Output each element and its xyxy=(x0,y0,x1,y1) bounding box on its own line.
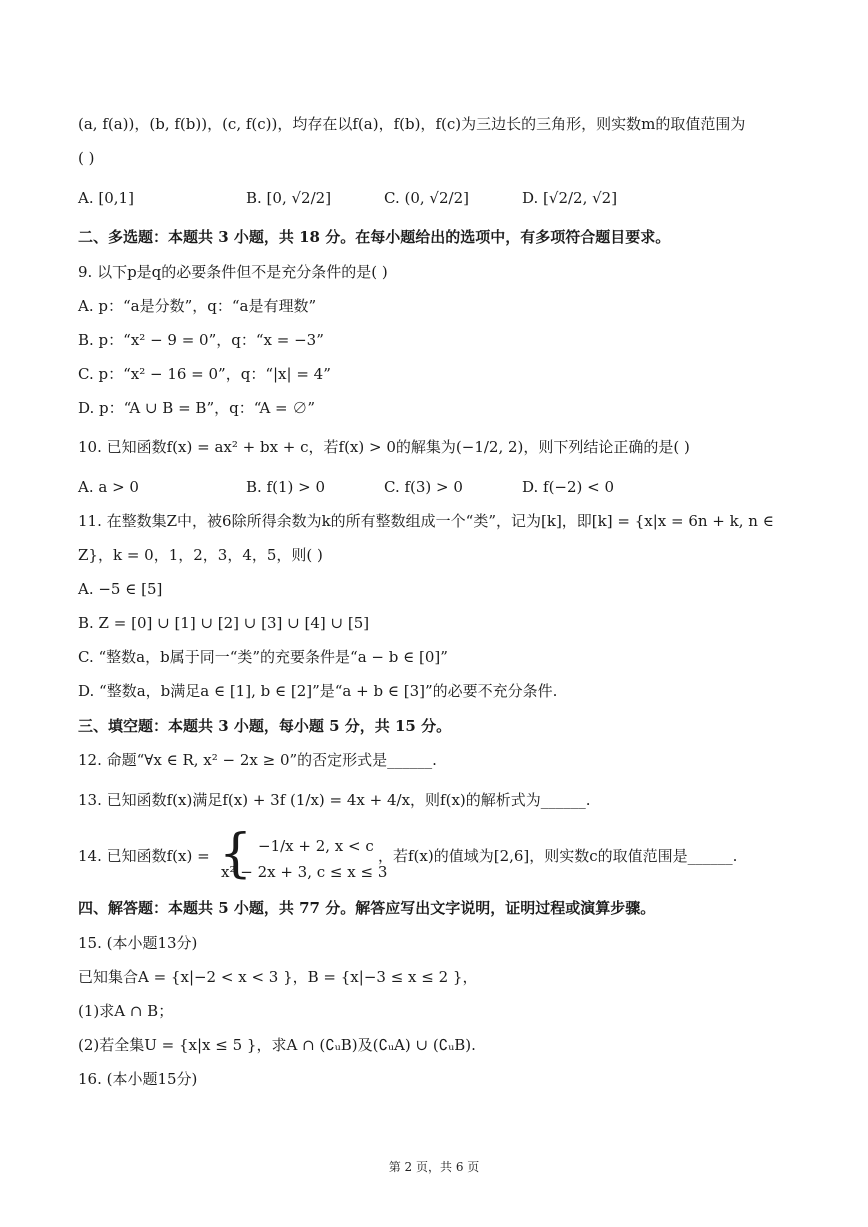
q11-stem-line2: Z}，k = 0，1，2，3，4，5，则( ) xyxy=(78,546,323,564)
q15-part-1: (1)求A ∩ B； xyxy=(78,1002,174,1020)
q9-option-b: B. p：“x² − 9 = 0”，q：“x = −3” xyxy=(78,331,324,349)
q9-option-a: A. p：“a是分数”，q：“a是有理数” xyxy=(78,297,317,315)
q14-case-1: −1/x + 2, x < c xyxy=(258,837,374,855)
q15-given: 已知集合A = {x|−2 < x < 3 }，B = {x|−3 ≤ x ≤ 2 }， xyxy=(78,968,478,986)
q10-option-b: B. f(1) > 0 xyxy=(246,478,326,496)
section-answer-heading: 四、解答题：本题共 5 小题，共 77 分。解答应写出文字说明，证明过程或演算步骤。 xyxy=(78,899,656,917)
section-multiple-choice-heading: 二、多选题：本题共 3 小题，共 18 分。在每小题给出的选项中，有多项符合题目要求。 xyxy=(78,228,671,246)
q11-option-b: B. Z = [0] ∪ [1] ∪ [2] ∪ [3] ∪ [4] ∪ [5] xyxy=(78,614,370,632)
section-fill-blank-heading: 三、填空题：本题共 3 小题，每小题 5 分，共 15 分。 xyxy=(78,717,452,735)
q8-option-c: C. (0, √2/2] xyxy=(384,189,469,207)
q11-stem-line1: 11. 在整数集Z中，被6除所得余数为k的所有整数组成一个“类”，记为[k]，即[k] = {x|x = 6n + k, n ∈ xyxy=(78,512,774,530)
q13-text: 13. 已知函数f(x)满足f(x) + 3f (1/x) = 4x + 4/x，则f(x)的解析式为______. xyxy=(78,791,591,809)
q15-part-2: (2)若全集U = {x|x ≤ 5 }，求A ∩ (∁ᵤB)及(∁ᵤA) ∪ (∁ᵤB). xyxy=(78,1036,476,1054)
q8-answer-bracket: ( ) xyxy=(78,149,95,167)
q10-stem: 10. 已知函数f(x) = ax² + bx + c，若f(x) > 0的解集为(−1/2, 2)，则下列结论正确的是( ) xyxy=(78,438,690,456)
q14-case-2: x² − 2x + 3, c ≤ x ≤ 3 xyxy=(221,863,388,881)
q9-option-d: D. p：“A ∪ B = B”，q：“A = ∅” xyxy=(78,399,316,417)
q8-option-a: A. [0,1] xyxy=(78,189,134,207)
q9-stem: 9. 以下p是q的必要条件但不是充分条件的是( ) xyxy=(78,263,388,281)
q10-option-a: A. a > 0 xyxy=(78,478,139,496)
q12-text: 12. 命题“∀x ∈ R, x² − 2x ≥ 0”的否定形式是______. xyxy=(78,751,437,769)
q15-title: 15. (本小题13分) xyxy=(78,934,198,952)
q10-option-c: C. f(3) > 0 xyxy=(384,478,463,496)
q11-option-c: C. “整数a，b属于同一“类”的充要条件是“a − b ∈ [0]” xyxy=(78,648,448,666)
q8-option-b: B. [0, √2/2] xyxy=(246,189,332,207)
q8-option-d: D. [√2/2, √2] xyxy=(522,189,618,207)
q10-option-d: D. f(−2) < 0 xyxy=(522,478,615,496)
q9-option-c: C. p：“x² − 16 = 0”，q：“|x| = 4” xyxy=(78,365,331,383)
page-footer: 第 2 页，共 6 页 xyxy=(388,1160,480,1174)
q16-title: 16. (本小题15分) xyxy=(78,1070,198,1088)
q11-option-a: A. −5 ∈ [5] xyxy=(78,580,163,598)
q14-prefix: 14. 已知函数f(x) = xyxy=(78,847,210,865)
q11-option-d: D. “整数a，b满足a ∈ [1], b ∈ [2]”是“a + b ∈ [3]”的必要不充分条件. xyxy=(78,682,558,700)
q8-continuation-line: (a, f(a))，(b, f(b))，(c, f(c))，均存在以f(a)，f(b)，f(c)为三边长的三角形，则实数m的取值范围为 xyxy=(78,115,746,133)
q14-piecewise-brace: { xyxy=(219,824,253,884)
q14-suffix: ，若f(x)的值域为[2,6]，则实数c的取值范围是______. xyxy=(378,847,738,865)
